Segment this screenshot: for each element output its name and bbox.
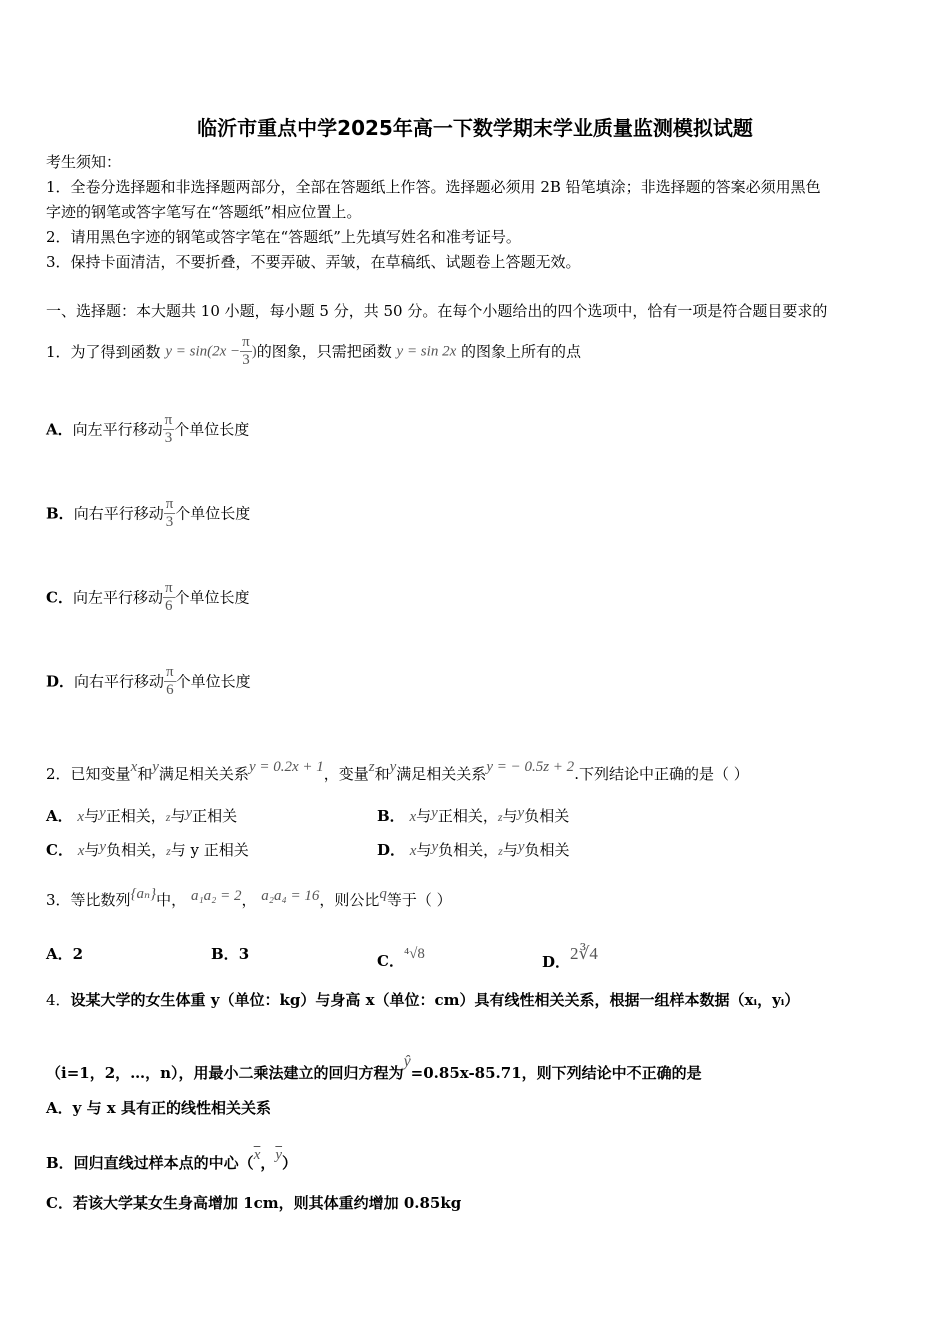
- q3-formula-1: a₁a₂ = 2: [190, 888, 242, 904]
- section-heading: 一、选择题：本大题共 10 小题，每小题 5 分，共 50 分。在每个小题给出的四个选项中，恰有一项是符合题目要求的: [46, 302, 828, 320]
- q2-option-c[interactable]: C． x与y负相关，z与 y 正相关: [46, 839, 249, 859]
- q1-formula-source: y = sin 2x: [396, 343, 457, 360]
- q3-option-d[interactable]: D．2∛4: [542, 944, 598, 971]
- q1-fraction: $\frac{\pi}{3}$: [242, 334, 250, 368]
- q2-option-a[interactable]: A． x与y正相关，z与y正相关: [46, 805, 238, 825]
- question-4-line-2: （i=1，2，…，n），用最小二乘法建立的回归方程为ŷ=0.85x-85.71，则下列结论中不正确的是: [46, 1053, 702, 1082]
- q1-option-b[interactable]: B．向右平行移动 $\frac{\pi}{3}$ 个单位长度: [46, 496, 251, 530]
- q1-option-a[interactable]: A．向左平行移动 $\frac{\pi}{3}$ 个单位长度: [46, 412, 250, 446]
- q4-option-b[interactable]: B．回归直线过样本点的中心（$\overline{x}$，$\overline{y}$）: [46, 1147, 298, 1172]
- notice-line-2: 2．请用黑色字迹的钢笔或答字笔在“答题纸”上先填写姓名和准考证号。: [46, 228, 521, 246]
- q4-yhat: ŷ: [403, 1053, 411, 1070]
- q1-option-d[interactable]: D．向右平行移动 $\frac{\pi}{6}$ 个单位长度: [46, 664, 251, 698]
- q3-formula-2: a₂a₄ = 16: [261, 888, 320, 904]
- question-4-line-1: 4．设某大学的女生体重 y（单位：kg）与身高 x（单位：cm）具有线性相关关系，根据一组样本数据（xᵢ，yᵢ）: [46, 991, 800, 1009]
- q3-option-a[interactable]: A．2: [46, 945, 84, 963]
- question-3: 3．等比数列{aₙ}中， a₁a₂ = 2， a₂a₄ = 16，则公比q等于（ ）: [46, 886, 452, 909]
- q3-sequence: {aₙ}: [130, 886, 157, 902]
- q1-suffix: 的图象上所有的点: [461, 342, 582, 361]
- question-2: 2．已知变量x和y满足相关关系y = 0.2x + 1，变量z和y满足相关关系y = − 0.5z + 2.下列结论中正确的是（ ）: [46, 759, 749, 783]
- q1-formula-target: y = sin(2x −: [165, 343, 241, 360]
- q4-option-a[interactable]: A．y 与 x 具有正的线性相关关系: [46, 1099, 271, 1117]
- notice-line-1b: 字迹的钢笔或答字笔写在“答题纸”相应位置上。: [46, 203, 362, 221]
- q3-option-c[interactable]: C．⁴√8: [377, 946, 425, 970]
- q4-option-c[interactable]: C．若该大学某女生身高增加 1cm，则其体重约增加 0.85kg: [46, 1194, 462, 1212]
- q1-middle: 的图象，只需把函数: [256, 342, 392, 361]
- q2-option-d[interactable]: D． x与y负相关，z与y负相关: [377, 839, 570, 859]
- q2-option-b[interactable]: B． x与y正相关，z与y负相关: [377, 805, 570, 825]
- q2-formula-2: y = − 0.5z + 2: [486, 759, 575, 775]
- q2-formula-1: y = 0.2x + 1: [248, 759, 324, 775]
- question-1: 1．为了得到函数 y = sin(2x − $\frac{\pi}{3}$ )的图象，只需把函数 y = sin 2x 的图象上所有的点: [46, 334, 582, 368]
- page-title: 临沂市重点中学2025年高一下数学期末学业质量监测模拟试题: [197, 116, 753, 140]
- notice-line-3: 3．保持卡面清洁，不要折叠，不要弄破、弄皱，在草稿纸、试题卷上答题无效。: [46, 253, 581, 271]
- q3-option-b[interactable]: B．3: [211, 945, 250, 963]
- q1-option-c[interactable]: C．向左平行移动 $\frac{\pi}{6}$ 个单位长度: [46, 580, 250, 614]
- q1-number: 1．: [46, 342, 71, 361]
- notice-heading: 考生须知：: [46, 153, 122, 171]
- q1-prefix: 为了得到函数: [70, 342, 161, 361]
- notice-line-1a: 1．全卷分选择题和非选择题两部分，全部在答题纸上作答。选择题必须用 2B 铅笔填涂；非选择题的答案必须用黑色: [46, 178, 821, 196]
